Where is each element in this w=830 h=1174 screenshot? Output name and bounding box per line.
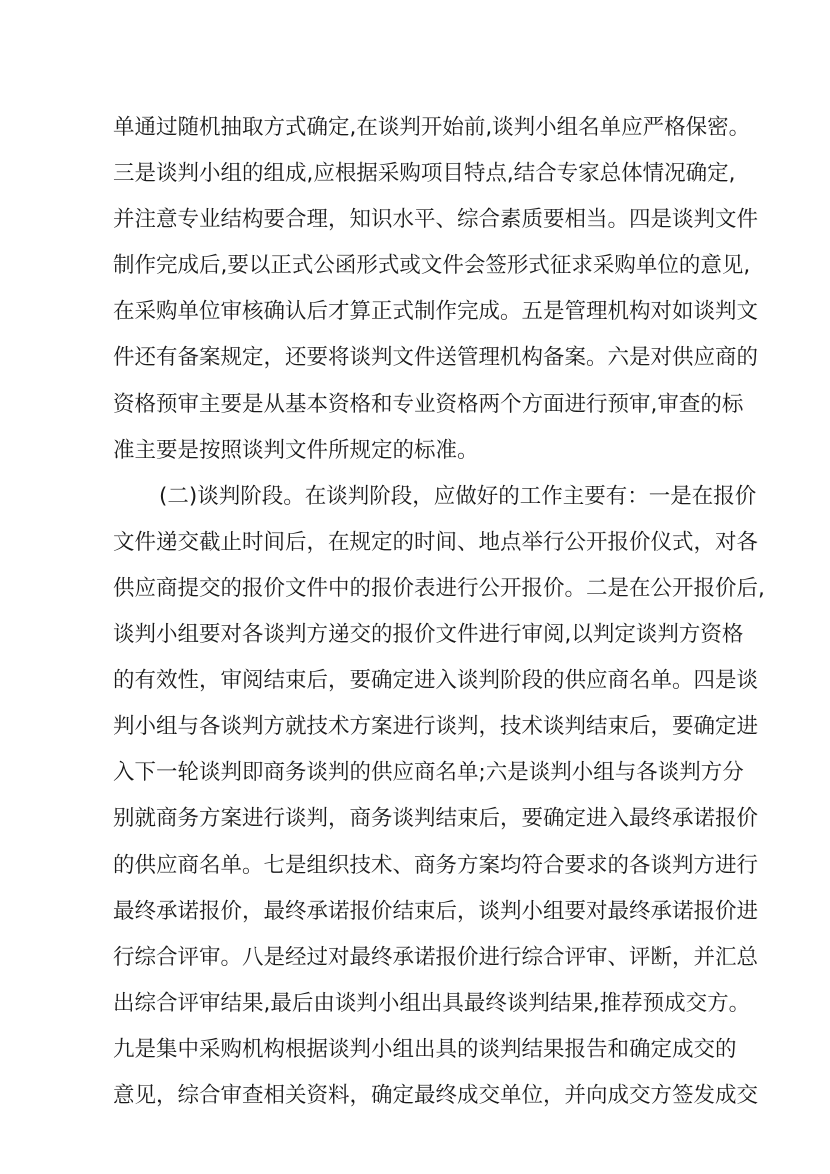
text-line: 文件递交截止时间后，在规定的时间、地点举行公开报价仪式，对各 — [113, 529, 759, 555]
text-line: 的供应商名单。七是组织技术、商务方案均符合要求的各谈判方进行 — [113, 852, 759, 878]
text-line: 在采购单位审核确认后才算正式制作完成。五是管理机构对如谈判文 — [113, 299, 759, 325]
text-line: 入下一轮谈判即商务谈判的供应商名单;六是谈判小组与各谈判方分 — [113, 760, 744, 786]
text-line: 单通过随机抽取方式确定,在谈判开始前,谈判小组名单应严格保密。 — [113, 115, 751, 140]
text-line: 供应商提交的报价文件中的报价表进行公开报价。二是在公开报价后, — [113, 575, 765, 601]
text-line: 制作完成后,要以正式公函形式或文件会签形式征求采购单位的意见, — [113, 253, 751, 279]
text-line: 别就商务方案进行谈判，商务谈判结束后，要确定进入最终承诺报价 — [113, 806, 759, 832]
text-line: 谈判小组要对各谈判方递交的报价文件进行审阅,以判定谈判方资格 — [113, 622, 744, 648]
text-line: 最终承诺报价，最终承诺报价结束后，谈判小组要对最终承诺报价进 — [113, 898, 759, 924]
text-line: 的有效性，审阅结束后，要确定进入谈判阶段的供应商名单。四是谈 — [113, 668, 759, 694]
section-heading-line: (二)谈判阶段。在谈判阶段，应做好的工作主要有：一是在报价 — [159, 483, 757, 509]
text-line: 准主要是按照谈判文件所规定的标准。 — [113, 437, 479, 463]
text-line: 资格预审主要是从基本资格和专业资格两个方面进行预审,审查的标 — [113, 391, 744, 417]
text-line: 三是谈判小组的组成,应根据采购项目特点,结合专家总体情况确定, — [113, 161, 736, 187]
text-line: 出综合评审结果,最后由谈判小组出具最终谈判结果,推荐预成交方。 — [113, 990, 751, 1016]
text-line: 行综合评审。八是经过对最终承诺报价进行综合评审、评断，并汇总 — [113, 944, 759, 970]
text-line: 件还有备案规定，还要将谈判文件送管理机构备案。六是对供应商的 — [113, 345, 759, 371]
text-line: 意见，综合审查相关资料，确定最终成交单位，并向成交方签发成交 — [113, 1082, 759, 1108]
text-line: 并注意专业结构要合理，知识水平、综合素质要相当。四是谈判文件 — [113, 207, 759, 233]
text-line: 九是集中采购机构根据谈判小组出具的谈判结果报告和确定成交的 — [113, 1036, 737, 1062]
body-text — [113, 105, 765, 1119]
text-line: 判小组与各谈判方就技术方案进行谈判，技术谈判结束后，要确定进 — [113, 714, 759, 740]
